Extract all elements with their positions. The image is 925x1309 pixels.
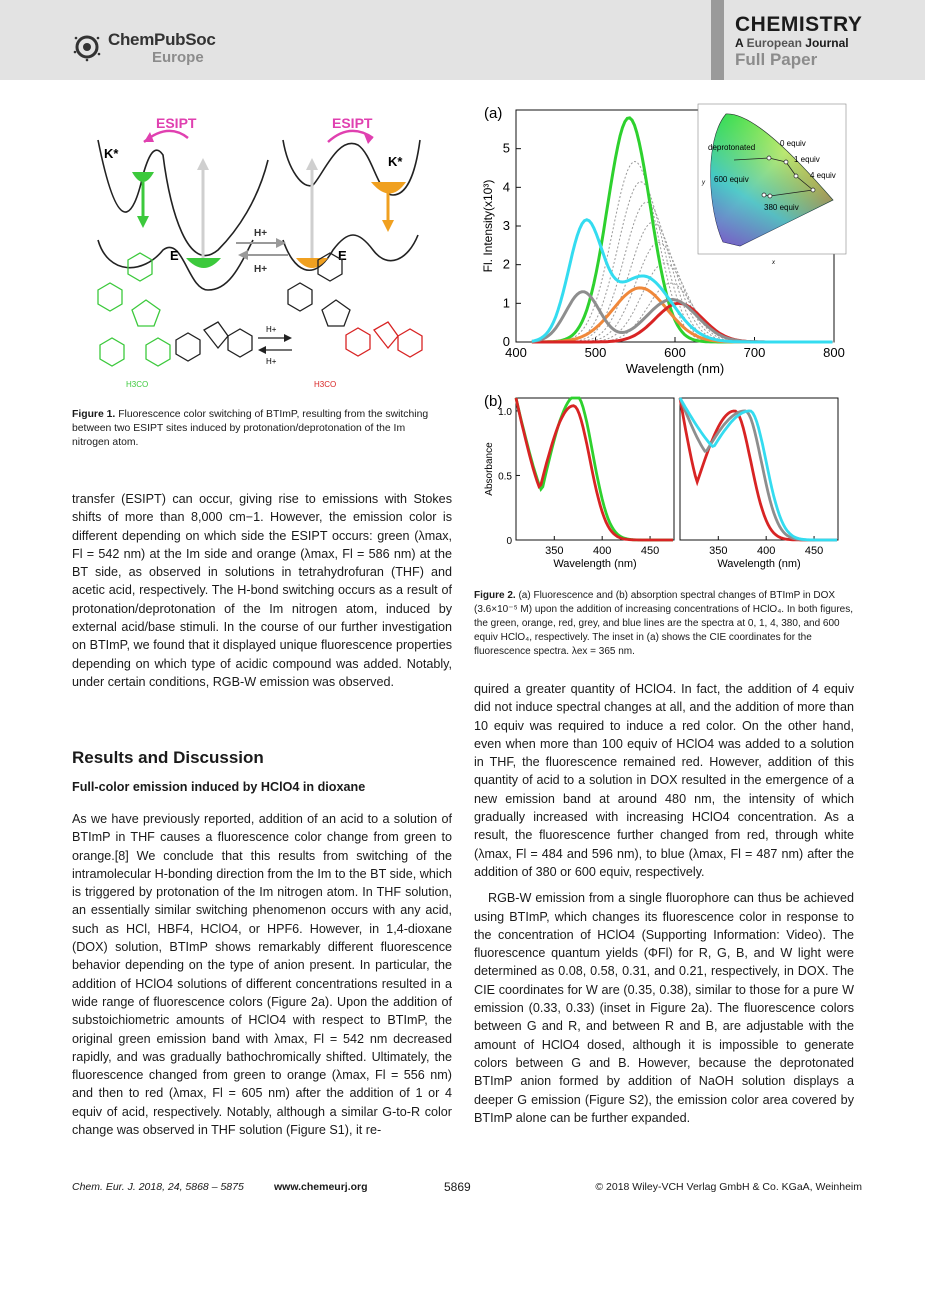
svg-text:1 equiv: 1 equiv <box>794 155 820 164</box>
plot-frame <box>680 398 838 540</box>
svg-text:y: y <box>702 180 705 186</box>
y-tick-label: 5 <box>502 140 510 156</box>
page-header <box>0 0 925 80</box>
svg-text:H+: H+ <box>254 228 268 239</box>
panel-a-label: (a) <box>484 105 503 122</box>
x-tick-label: 400 <box>593 545 612 557</box>
svg-text:600 equiv: 600 equiv <box>714 175 749 184</box>
publisher-sub: Europe <box>152 49 204 66</box>
series-line-4-equiv <box>680 398 837 540</box>
figure-1-caption: Figure 1. Fluorescence color switching of BTImP, resulting from the switching between two ESIPT sites induced by protonation/deprotonation of the Im nitrogen atom. <box>72 409 429 448</box>
website-link[interactable]: www.chemeurj.org <box>274 1181 368 1193</box>
section-heading: Results and Discussion <box>72 748 264 767</box>
page-number: 5869 <box>444 1180 471 1194</box>
y-tick-label: 1.0 <box>498 406 512 418</box>
svg-text:ESIPT: ESIPT <box>332 115 373 131</box>
svg-text:E: E <box>338 248 347 263</box>
paragraph: As we have previously reported, addition of an acid to a solution of BTImP in THF causes a fluorescence color change from green to orange.[8] We conclude that this results from switching of the intramolecular H-bonding direction from the Im to the BT side, which is triggered by protonation of the Im nitrogen atom. In THF solution, an essentially similar switching phenomenon occurs with any acid, such as HCl, HBF4, HClO4, or HPF6. However, in 1,4-dioxane (DOX) solution, BTImP shows remarkably different fluorescence behavior depending on the type of anion present. In particular, the addition of HClO4 solutions of different concentrations resulted in a wide range of fluorescence colors (Figure 2a). Upon the addition of substoichiometric amounts of HClO4 with respect to BTImP, the original green emission band with λmax, Fl = 542 nm decreased rapidly, and was gradually bathochromically shifted. Ultimately, the fluorescence changed from green to orange (λmax, Fl = 556 nm) and then to red (λmax, Fl = 605 nm) after the addition of 1 or 4 equiv of acid, respectively. Notably, although a similar G-to-R color change was observed in THF solution (Figure S1), it re- <box>72 812 452 1138</box>
panel-b-label: (b) <box>484 393 503 410</box>
svg-text:E: E <box>170 248 179 263</box>
chempubsoc-star-icon <box>72 32 102 62</box>
left-column-top <box>72 490 452 691</box>
series-line-380-equiv <box>680 398 837 540</box>
article-type: Full Paper <box>735 50 818 69</box>
subsection-heading: Full-color emission induced by HClO4 in dioxane <box>72 780 366 794</box>
x-tick-label: 400 <box>757 545 776 557</box>
y-tick-label: 3 <box>502 218 510 233</box>
svg-text:K*: K* <box>388 154 403 169</box>
absorbance-chart-left <box>484 398 674 570</box>
x-tick-label: 800 <box>823 345 845 360</box>
x-tick-label: 600 <box>664 345 686 360</box>
series-line-0-equiv <box>516 398 673 540</box>
series-line-600-equiv <box>680 398 837 540</box>
y-tick-label: 1 <box>502 295 510 311</box>
copyright: © 2018 Wiley-VCH Verlag GmbH & Co. KGaA, Weinheim <box>595 1181 862 1193</box>
paragraph: transfer (ESIPT) can occur, giving rise to emissions with Stokes shifts of more than 8,000 cm−1. However, the emission color is different depending on which side the ESIPT occurs: green (λmax, Fl = 542 nm) at the Im side and orange (λmax, Fl = 586 nm) at the BT side, as observed in solutions in tetrahydrofuran (THF) and acetic acid, respectively. The H-bond switching occurs as a result of protonation/deprotonation of the Im nitrogen atom, induced by external acid/base stimuli. In the course of our further investigation on BTImP, we found that it displayed unique fluorescence properties depending on which type of acidic compound was added. Notably, under certain conditions, RGB-W emission was observed. <box>72 492 452 689</box>
svg-text:deprotonated: deprotonated <box>708 143 756 152</box>
citation: Chem. Eur. J. 2018, 24, 5868 – 5875 <box>72 1181 244 1193</box>
y-axis-label: Fl. Intensity(x10³) <box>481 179 495 273</box>
svg-text:H+: H+ <box>266 325 277 334</box>
x-axis-label: Wavelength (nm) <box>717 558 801 570</box>
svg-text:H3CO: H3CO <box>126 380 149 389</box>
figure-2-spectra <box>478 100 858 580</box>
svg-text:x: x <box>772 260 775 266</box>
journal-banner <box>711 0 911 80</box>
svg-text:380 equiv: 380 equiv <box>764 203 799 212</box>
svg-text:ESIPT: ESIPT <box>156 115 197 131</box>
figure-2-caption: Figure 2. (a) Fluorescence and (b) absorption spectral changes of BTImP in DOX (3.6×10⁻⁵ M) upon the addition of increasing concentrations of HClO₄. In both figures, the green, orange, red, grey, and blue lines are the spectra at 0, 1, 4, 380, and 600 equiv HClO₄, respectively. The inset in (a) shows the CIE coordinates for the fluorescence spectra. λex = 365 nm. <box>474 590 853 657</box>
figure-1-scheme <box>88 100 428 395</box>
svg-text:H+: H+ <box>266 357 277 366</box>
x-tick-label: 350 <box>545 545 564 557</box>
series-line-4-equiv <box>532 303 833 342</box>
y-tick-label: 0.5 <box>498 471 512 483</box>
right-column <box>474 680 854 1127</box>
svg-text:4 equiv: 4 equiv <box>810 171 836 180</box>
paragraph: quired a greater quantity of HClO4. In fact, the addition of 4 equiv did not induce spectral changes at all, and the addition of more than 10 equiv was required to induce a red color. On the other hand, even when more than 100 equiv of HClO4 was added to a solution in THF, the fluorescence remained red. However, addition of this quantity of acid to a solution in DOX resulted in the emergence of a new emission band at around 480 nm, the intensity of which gradually increased with increasing HClO4 concentration. As a result, the fluorescence further changed from red, through white (λmax, Fl = 484 and 596 nm), to blue (λmax, Fl = 487 nm) after the addition of 380 or 600 equiv, respectively. <box>474 682 854 879</box>
publisher-name: ChemPubSoc <box>108 30 216 49</box>
x-axis-label: Wavelength (nm) <box>553 558 637 570</box>
svg-text:H3CO: H3CO <box>314 380 337 389</box>
x-tick-label: 700 <box>743 345 766 360</box>
y-tick-label: 2 <box>502 256 510 272</box>
svg-text:H+: H+ <box>254 264 268 275</box>
y-tick-label: 0 <box>506 536 512 547</box>
paragraph: RGB-W emission from a single fluorophore can thus be achieved using BTImP, which changes its fluorescence color in response to the concentration of HClO4 (Supporting Information: Video). The fluorescence quantum yields (ΦFl) for R, G, B, and W light were determined as 0.08, 0.58, 0.31, and 0.21, respectively, in DOX. The CIE coordinates for W are (0.35, 0.38), similar to those for a pure W emission (0.33, 0.33) (inset in Figure 2a). The fluorescence colors between G and R, and between R and B, are adjustable with the amount of HClO4 dosed, although it is impossible to generate colors between G and B. However, because the deprotonated BTImP anion formed by addition of NaOH solution displays a deeper G emission (Figure S2), the emission color area covered by BTImP alone can be further expanded. <box>474 891 854 1125</box>
y-axis-label: Absorbance <box>484 442 495 496</box>
x-tick-label: 450 <box>640 545 660 557</box>
absorbance-chart-right <box>680 398 838 570</box>
publisher-logo <box>72 22 292 70</box>
left-column-bottom <box>72 810 452 1139</box>
x-axis-label: Wavelength (nm) <box>625 361 725 376</box>
svg-text:K*: K* <box>104 146 119 161</box>
x-tick-label: 400 <box>505 345 527 360</box>
x-tick-label: 450 <box>804 545 824 557</box>
x-tick-label: 500 <box>584 345 607 360</box>
journal-bar <box>711 0 724 80</box>
y-tick-label: 4 <box>502 179 510 195</box>
cie-inset <box>698 104 846 266</box>
journal-subtitle: A European Journal <box>735 36 849 50</box>
y-tick-label: 0 <box>502 334 510 349</box>
journal-name: CHEMISTRY <box>735 13 863 36</box>
x-tick-label: 350 <box>709 545 728 557</box>
svg-text:0 equiv: 0 equiv <box>780 139 806 148</box>
